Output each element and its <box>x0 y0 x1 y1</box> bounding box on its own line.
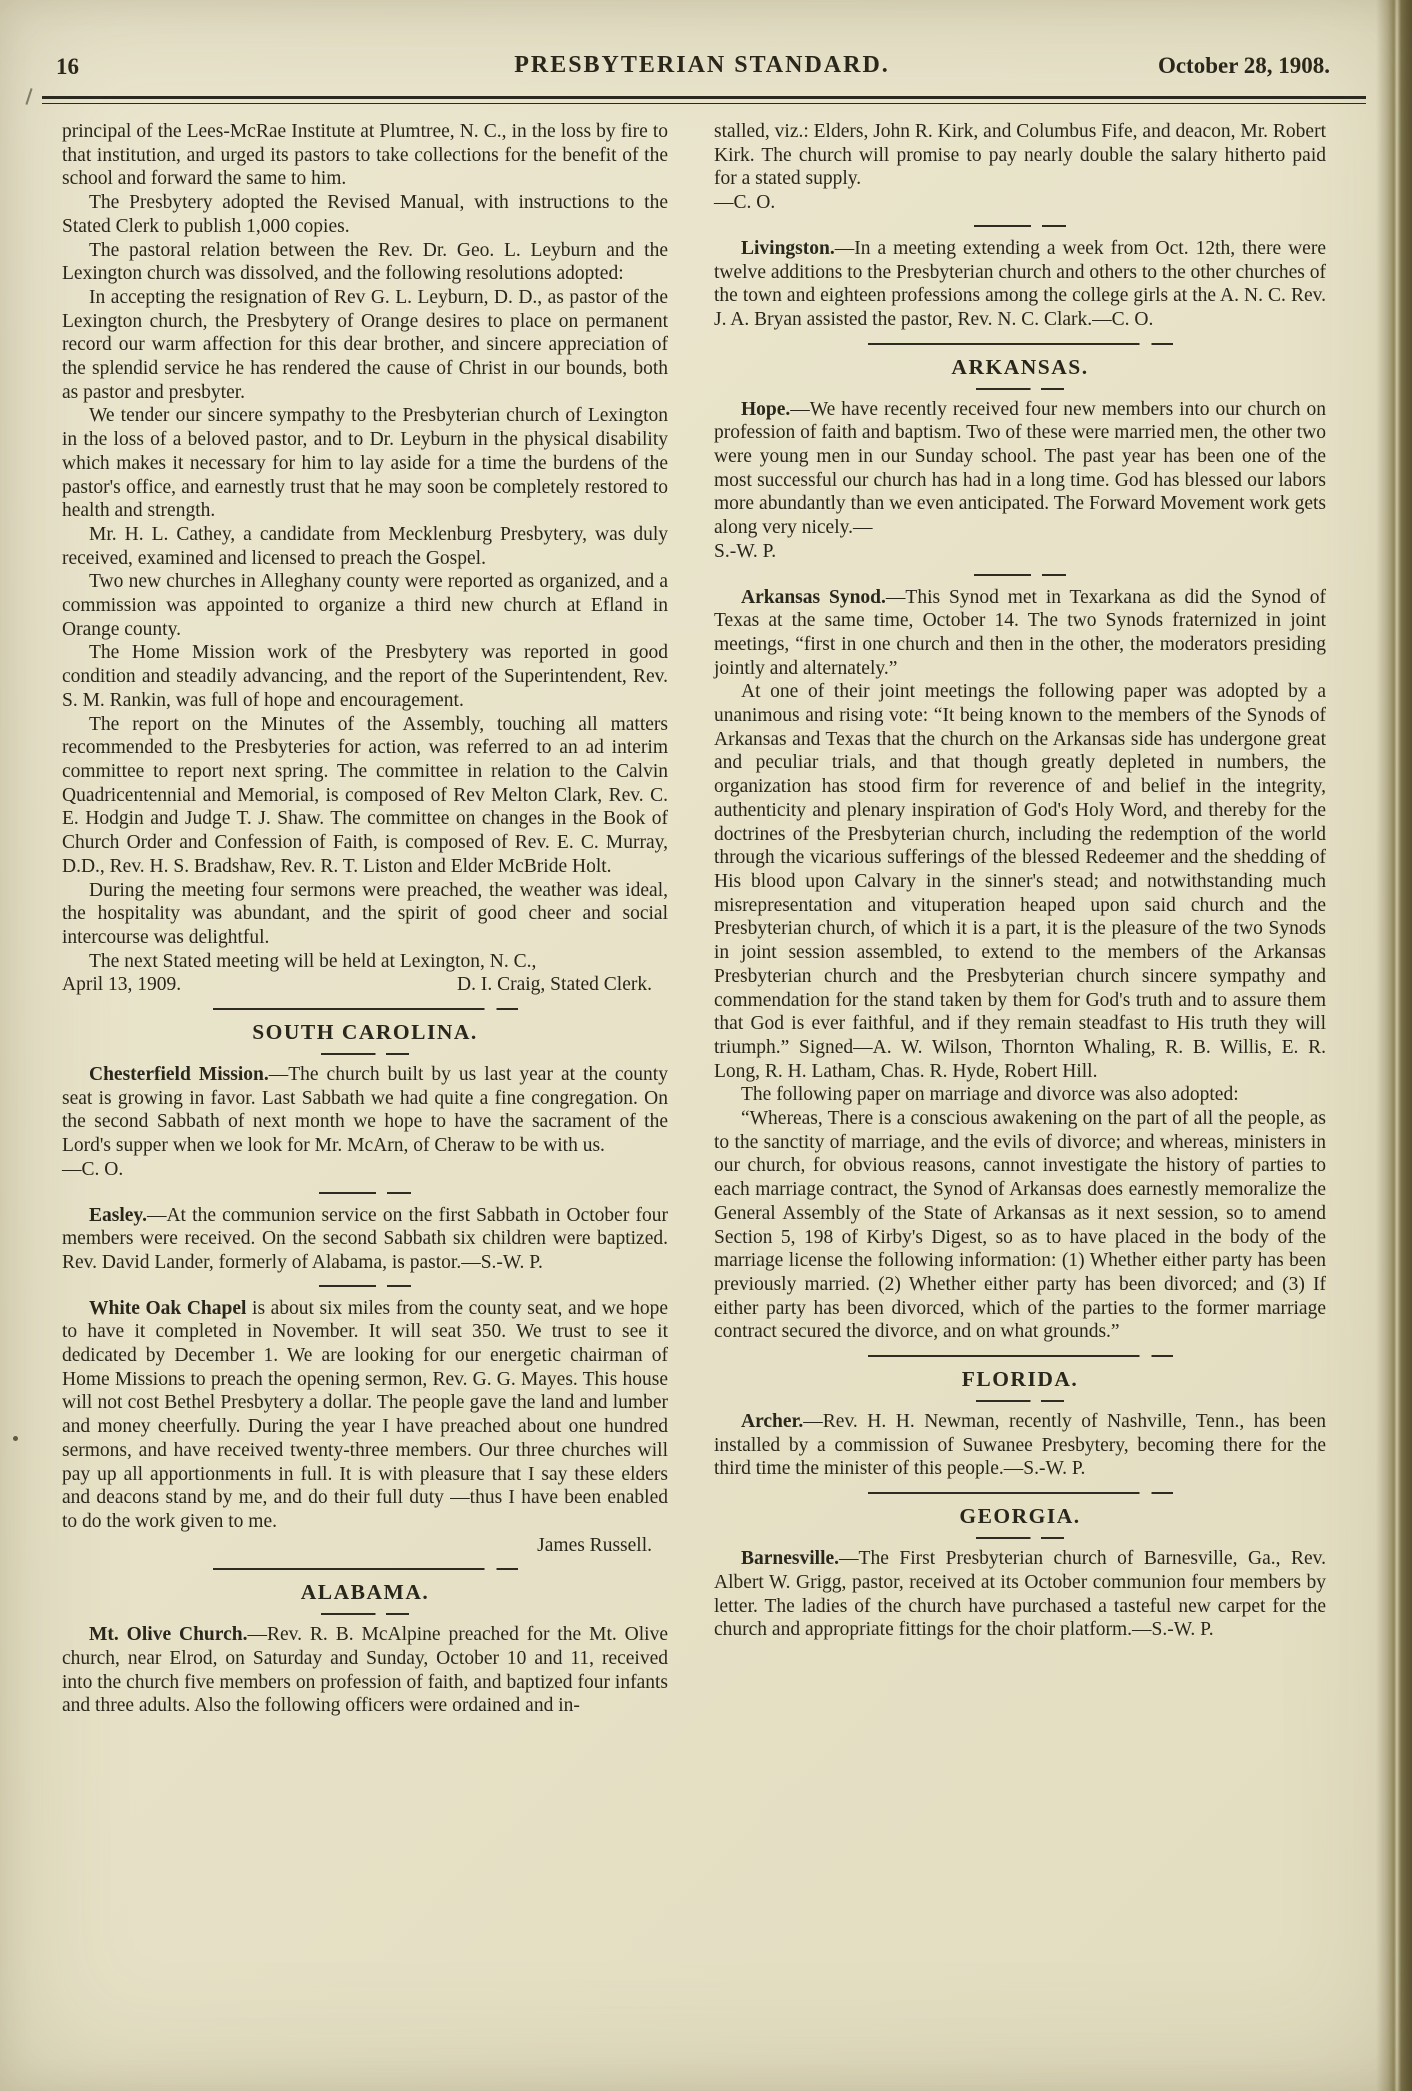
section-subrule <box>321 1613 409 1615</box>
section-heading-arkansas <box>714 343 1326 390</box>
article-paragraph: principal of the Lees-McRae Institute at Plumtree, N. C., in the loss by fire to that institution, and urged its pastors to take collections for the benefit of the school and forward the same to him. <box>62 121 668 190</box>
section-title: GEORGIA. <box>959 1504 1081 1529</box>
article-paragraph <box>62 1297 668 1534</box>
article-paragraph <box>714 398 1326 540</box>
article-divider <box>974 225 1066 227</box>
article-paragraph: “Whereas, There is a conscious awakening on the part of all the people, as to the sanctity of marriage, and the evils of divorce; and whereas, ministers in our church, for obvious reasons, cannot investigate the history of parties to each marriage contract, the Synod of Arkansas does earnestly memoralize the General Assembly of the State of Arkansas as it next session, so to amend Section 5, 198 of Kirby's Digest, so as to have placed in the body of the marriage license the following information: (1) Whether either party has been previously married. (2) Whether either party has been divorced; and (3) If either party has been divorced, which of the parties to the former marriage contract secured the divorce, and on what grounds.” <box>714 1108 1326 1343</box>
article-paragraph <box>714 1410 1326 1481</box>
scan-artifact-mark <box>25 88 32 105</box>
article-lead: Hope. <box>741 398 791 420</box>
issue-date: October 28, 1908. <box>1157 53 1330 78</box>
article-lead: White Oak Chapel <box>89 1297 247 1319</box>
page-edge-shadow <box>1376 0 1412 2091</box>
author-signature: James Russell. <box>537 1534 652 1556</box>
article-lead: Chesterfield Mission. <box>89 1064 269 1086</box>
article-lead: Archer. <box>741 1411 804 1433</box>
article-paragraph: In accepting the resignation of Rev G. L. Leyburn, D. D., as pastor of the Lexington church, the Presbytery of Orange desires to place on permanent record our warm affection for this dear brother, and sincere appreciation of the splendid service he has rendered the cause of Christ in our bounds, both as pastor and presbyter. <box>62 286 668 403</box>
article-paragraph: Two new churches in Alleghany county were reported as organized, and a commission was appointed to organize a third new church at Efland in Orange county. <box>62 571 668 640</box>
section-heading-south-carolina <box>62 1008 668 1055</box>
masthead-double-rule <box>42 96 1366 104</box>
section-title: ALABAMA. <box>300 1580 430 1605</box>
section-heading-florida <box>714 1355 1326 1402</box>
article-lead: Mt. Olive Church. <box>89 1624 248 1646</box>
article-text: is about six miles from the county seat, and we hope to have it completed in November. It will seat 350. We trust to see it dedicated by December 1. We are looking for our energetic chairman of Home Missions to preach the opening sermon, Rev. G. G. Mayes. This house will not cost Bethel Presbytery a dollar. The people gave the land and lumber and money cheerfully. During the year I have preached about one hundred sermons, and have received twenty-three members. Our three churches will pay up all apportionments in full. It is with pleasure that I say these elders and deacons stand by me, and do their full duty —thus I have been enabled to do the work given to me. <box>62 1297 668 1532</box>
article-paragraph: We tender our sincere sympathy to the Presbyterian church of Lexington in the loss of a beloved pastor, and to Dr. Leyburn in the physical disability which makes it necessary for him to lay aside for a time the burdens of the pastor's office, and earnestly trust that he may soon be completely restored to health and strength. <box>62 405 668 522</box>
article-paragraph: The Home Mission work of the Presbytery was reported in good condition and steadily advancing, and the report of the Superintendent, Rev. S. M. Rankin, was full of hope and encouragement. <box>62 642 668 711</box>
article-paragraph <box>62 1623 668 1718</box>
section-subrule <box>976 1537 1064 1539</box>
correspondent-sign-off: —C. O. <box>714 192 776 214</box>
meeting-date-clerk-line <box>62 973 668 997</box>
section-title: FLORIDA. <box>961 1367 1079 1392</box>
section-rule <box>868 343 1173 345</box>
article-text: —This Synod met in Texarkana as did the Synod of Texas at the same time, October 14. The two Synods fraternized in joint meetings, “first in one church and then in the other, the moderators presiding jointly and alternately.” <box>714 586 1327 679</box>
article-paragraph: During the meeting four sermons were preached, the weather was ideal, the hospitality was abundant, and the spirit of good cheer and social intercourse was delightful. <box>62 879 668 948</box>
article-divider <box>974 574 1066 576</box>
article-paragraph: The Presbytery adopted the Revised Manual, with instructions to the Stated Clerk to publish 1,000 copies. <box>62 192 668 237</box>
section-subrule <box>976 1400 1064 1402</box>
article-paragraph: The next Stated meeting will be held at Lexington, N. C., <box>89 950 537 972</box>
article-divider <box>319 1285 411 1287</box>
article-lead: Barnesville. <box>741 1548 840 1570</box>
section-title: SOUTH CAROLINA. <box>252 1020 478 1045</box>
article-text: —We have recently received four new members into our church on profession of faith and baptism. Two of these were married men, the other two were young men in our Sunday school. The past year has been one of the most successful our church has had in a long time. God has blessed our labors more abundantly than we even anticipated. The Forward Movement work gets along very nicely.— <box>714 398 1326 539</box>
article-paragraph: stalled, viz.: Elders, John R. Kirk, and Columbus Fife, and deacon, Mr. Robert Kirk. The church will promise to pay nearly double the salary hitherto paid for a stated supply. <box>714 121 1326 190</box>
article-paragraph: The following paper on marriage and divorce was also adopted: <box>741 1084 1239 1106</box>
article-paragraph: The pastoral relation between the Rev. Dr. Geo. L. Leyburn and the Lexington church was dissolved, and the following resolutions adopted: <box>62 239 668 285</box>
section-subrule <box>321 1053 409 1055</box>
article-paragraph <box>714 1547 1326 1642</box>
article-text: —In a meeting extending a week from Oct. 12th, there were twelve additions to the Presbyterian church and others to the other churches of the town and eighteen professions among the college girls at the A. N. C. Rev. J. A. Bryan assisted the pastor, Rev. N. C. Clark.—C. O. <box>714 237 1326 330</box>
section-rule <box>868 1355 1173 1357</box>
section-rule <box>213 1008 518 1010</box>
article-paragraph <box>62 1204 668 1275</box>
masthead <box>42 52 1362 82</box>
article-lead: Livingston. <box>741 237 835 259</box>
correspondent-sign-off: S.-W. P. <box>714 540 777 562</box>
article-text: —The church built by us last year at the county seat is growing in favor. Last Sabbath we had quite a fine congregation. On the second Sabbath of next month we hope to have the sacrament of the Lord's supper when we look for Mr. McArn, of Cheraw to be with us. <box>62 1064 668 1157</box>
article-text: —Rev. R. B. McAlpine preached for the Mt. Olive church, near Elrod, on Saturday and Sunday, October 10 and 11, received into the church five members on profession of faith, and baptized four infants and three adults. Also the following officers were ordained and in- <box>62 1624 668 1717</box>
article-divider <box>319 1192 411 1194</box>
section-heading-alabama <box>62 1568 668 1615</box>
section-subrule <box>976 388 1064 390</box>
article-paragraph: The report on the Minutes of the Assembly, touching all matters recommended to the Presbyteries for action, was referred to an ad interim committee to report next spring. The committee in relation to the Calvin Quadricentennial and Memorial, is composed of Rev Melton Clark, Rev. C. E. Hodgin and Judge T. J. Shaw. The committee on changes in the Book of Church Order and Confession of Faith, is composed of Rev. E. C. Murray, D.D., Rev. H. S. Bradshaw, Rev. R. T. Liston and Elder McBride Holt. <box>62 713 668 877</box>
correspondent-sign-off: —C. O. <box>62 1158 124 1180</box>
section-rule <box>868 1492 1173 1494</box>
article-text: —The First Presbyterian church of Barnesville, Ga., Rev. Albert W. Grigg, pastor, received at its October communion four members by letter. The ladies of the church have purchased a tasteful new carpet for the church and appropriate fittings for the choir platform.—S.-W. P. <box>714 1548 1326 1641</box>
meeting-date: April 13, 1909. <box>62 974 182 996</box>
section-title: ARKANSAS. <box>951 354 1089 379</box>
right-column <box>714 120 1326 1642</box>
section-rule <box>213 1568 518 1570</box>
article-paragraph <box>62 1063 668 1158</box>
article-paragraph <box>714 237 1326 332</box>
scan-artifact-dot <box>13 1436 18 1441</box>
stated-clerk-signature: D. I. Craig, Stated Clerk. <box>457 974 652 996</box>
article-lead: Arkansas Synod. <box>741 586 886 608</box>
article-paragraph <box>714 586 1326 681</box>
section-heading-georgia <box>714 1492 1326 1539</box>
article-paragraph: At one of their joint meetings the following paper was adopted by a unanimous and rising vote: “It being known to the members of the Synods of Arkansas and Texas that the church on the Arkansas side has undergone great and peculiar trials, and that though greatly depleted in numbers, the organization has stood firm for reverence of and belief in the integrity, authenticity and plenary inspiration of God's Holy Word, and thereby for the doctrines of the Presbyterian church, including the redemption of the world through the vicarious sufferings of the blessed Redeemer and the shedding of His blood upon Calvary in the sinner's stead; and notwithstanding much misrepresentation and vituperation heaped upon said church and the Presbyterian church, of which it is a part, it is the pleasure of the two Synods in joint session assembled, to extend to the members of the Arkansas Presbyterian church and the Presbyterian church sincere sympathy and commendation for the stand taken by them for God's truth and to assure them that God is ever faithful, and if they remain steadfast to His truth they will triumph.” Signed—A. W. Wilson, Thornton Whaling, R. B. Willis, E. R. Long, R. H. Latham, Chas. R. Hyde, Robert Hill. <box>714 681 1326 1082</box>
left-column <box>62 120 668 1718</box>
masthead-title: PRESBYTERIAN STANDARD. <box>514 52 890 78</box>
article-paragraph: Mr. H. L. Cathey, a candidate from Mecklenburg Presbytery, was duly received, examined and licensed to preach the Gospel. <box>62 523 668 569</box>
article-text: —Rev. H. H. Newman, recently of Nashville, Tenn., has been installed by a commission of Suwanee Presbytery, becoming there for the third time the minister of this people.—S.-W. P. <box>714 1411 1326 1480</box>
article-text: —At the communion service on the first Sabbath in October four members were received. On the second Sabbath six children were baptized. Rev. David Lander, formerly of Alabama, is pastor.—S.-W. P. <box>62 1204 668 1273</box>
article-lead: Easley. <box>89 1204 147 1226</box>
page-number: 16 <box>56 54 79 79</box>
